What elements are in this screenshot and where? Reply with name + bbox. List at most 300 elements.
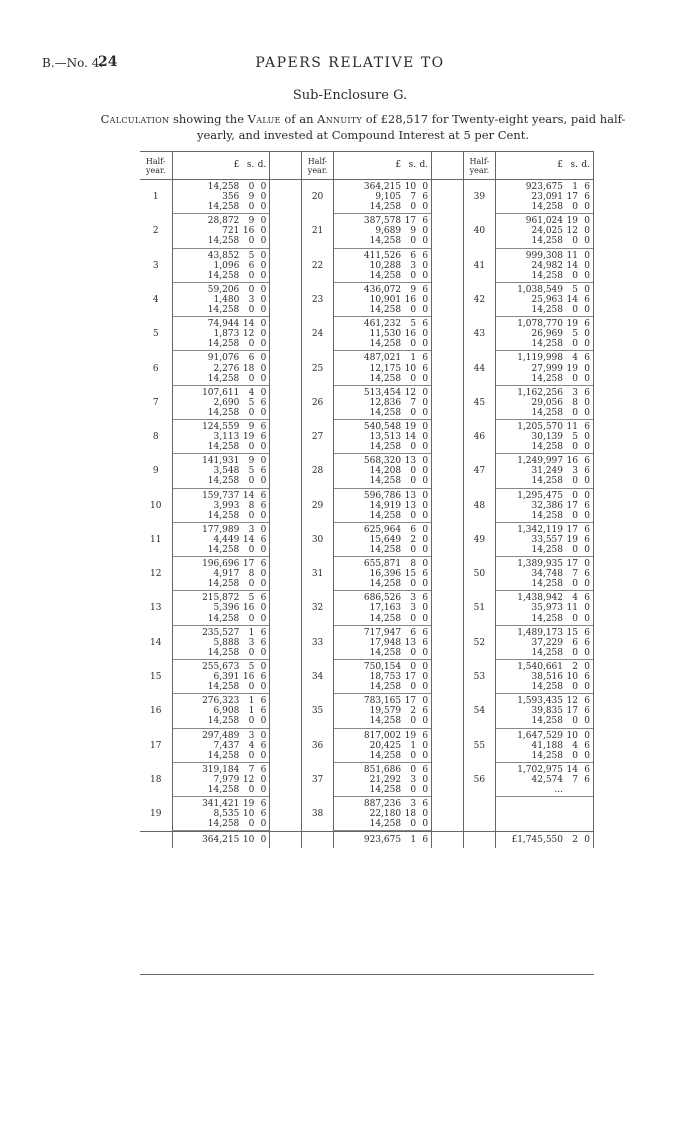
amount-line	[496, 442, 593, 452]
amount-line	[334, 799, 431, 809]
amount-line	[173, 364, 270, 374]
shillings-value: 4	[572, 353, 578, 364]
amount-cell	[172, 180, 270, 215]
amount-line	[334, 819, 431, 829]
pounds-value: 14,258	[369, 819, 402, 830]
pence-value: 6	[584, 456, 590, 467]
amount-line	[334, 775, 431, 785]
pounds-value: 14,258	[531, 202, 563, 213]
half-year-header	[301, 152, 334, 180]
total-pounds: 364,215	[202, 835, 240, 846]
amount-line	[334, 398, 431, 408]
shillings-value: 13	[404, 500, 417, 511]
shillings-value: 0	[572, 647, 578, 658]
table-row	[140, 489, 594, 523]
amount-line	[173, 638, 270, 648]
half-year-number: 26	[301, 386, 334, 420]
caption-text-1: showing the	[169, 112, 248, 126]
amount-line	[496, 339, 593, 349]
pence-value: 0	[260, 407, 267, 418]
pounds-value: 14,258	[207, 510, 240, 521]
shillings-value: 9	[410, 284, 417, 295]
amount-line	[334, 809, 431, 819]
pence-value: 0	[584, 716, 590, 727]
pence-value: 0	[584, 305, 590, 316]
pounds-value: 14,258	[369, 339, 402, 350]
shillings-value: 1	[410, 353, 417, 364]
amount-lines	[173, 283, 270, 317]
amount-lines	[334, 489, 431, 523]
half-year-number: 39	[463, 180, 496, 215]
amount-lines	[173, 523, 270, 557]
pounds-value: 34,748	[531, 569, 563, 580]
amount-cell	[172, 557, 270, 591]
shillings-value: 16	[242, 603, 255, 614]
shillings-value: 1	[248, 696, 255, 707]
column-gap	[432, 283, 463, 317]
pence-value: 6	[260, 627, 267, 638]
shillings-value: 0	[572, 545, 578, 555]
table-row	[140, 729, 594, 763]
amount-lines	[173, 214, 270, 248]
pence-value: 0	[260, 182, 267, 192]
pounds-value: 14,258	[369, 647, 402, 658]
amount-line	[496, 706, 593, 716]
pounds-value: 14,258	[207, 784, 240, 795]
shillings-value: 0	[248, 647, 255, 658]
column-gap	[270, 557, 301, 591]
shillings-value: 8	[248, 569, 255, 580]
amount-cell	[496, 180, 594, 215]
pounds-value: 14,258	[369, 236, 402, 247]
amount-line	[496, 226, 593, 236]
pounds-value: 596,786	[363, 490, 402, 501]
shillings-value: 17	[566, 559, 578, 570]
amount-lines	[496, 214, 593, 248]
pence-value: 0	[422, 329, 429, 340]
pounds-value: 319,184	[202, 764, 240, 775]
shillings-value: 15	[404, 569, 417, 580]
amount-line	[173, 295, 270, 305]
column-gap	[270, 317, 301, 351]
pounds-value: 10,901	[369, 294, 402, 305]
shillings-value: 5	[248, 661, 255, 672]
pounds-value: 14,258	[369, 716, 402, 727]
table-row	[140, 180, 594, 215]
pounds-value: 1,249,997	[517, 456, 563, 467]
pence-value	[578, 785, 590, 795]
half-year-number: 7	[152, 397, 159, 408]
pounds-value: 961,024	[525, 216, 563, 227]
pounds-value: 14,258	[531, 373, 563, 384]
pounds-value: 1,038,549	[517, 284, 563, 295]
amount-lines	[334, 626, 431, 660]
shillings-value: 13	[404, 456, 417, 467]
pounds-value: 14,258	[207, 407, 240, 418]
pence-value: 0	[260, 329, 267, 340]
shillings-value: 4	[572, 740, 578, 751]
pounds-value: 1,119,998	[517, 353, 563, 364]
amount-line	[173, 569, 270, 579]
pence-value: 6	[584, 192, 590, 203]
pounds-value: 436,072	[363, 284, 402, 295]
amount-line	[173, 329, 270, 339]
amount-line	[496, 731, 593, 741]
currency-header	[172, 152, 270, 180]
amount-lines	[496, 489, 593, 523]
total-pence: 0	[584, 835, 590, 846]
amount-line	[334, 638, 431, 648]
shillings-value: 5	[572, 284, 578, 295]
pounds-value: 14,258	[369, 270, 402, 281]
half-year-number: 3	[152, 260, 159, 271]
amount-lines	[173, 386, 270, 420]
pounds-value: 215,872	[202, 593, 240, 604]
pounds-value: 721	[222, 226, 240, 237]
pence-value: 0	[584, 226, 590, 237]
amount-line	[173, 422, 270, 432]
pence-value: 6	[584, 466, 590, 477]
amount-cell	[334, 249, 432, 283]
pence-value: 0	[260, 730, 267, 741]
amount-cell	[172, 797, 270, 832]
page-header	[0, 54, 700, 74]
amount-line	[173, 545, 270, 555]
amount-lines	[496, 249, 593, 283]
amount-line	[496, 682, 593, 692]
amount-line	[496, 192, 593, 202]
shillings-value: 0	[410, 716, 417, 727]
amount-line	[334, 202, 431, 212]
shillings-value: 3	[410, 603, 417, 614]
pounds-value: 14,258	[531, 545, 563, 555]
column-gap	[270, 180, 301, 215]
half-year-header	[463, 152, 496, 180]
amount-cell	[172, 591, 270, 625]
shillings-value: 3	[410, 260, 417, 271]
amount-line	[334, 271, 431, 281]
pence-value: 6	[422, 363, 429, 374]
amount-lines	[173, 180, 270, 214]
column-gap	[270, 832, 301, 849]
table-row	[140, 454, 594, 488]
shillings-value: 0	[248, 476, 255, 487]
amount-line	[334, 192, 431, 202]
shillings-value: 0	[248, 613, 255, 624]
shillings-value: 0	[248, 579, 255, 590]
amount-line	[496, 628, 593, 638]
amount-cell	[496, 420, 594, 454]
amount-line	[334, 603, 431, 613]
pounds-value: 14,258	[207, 236, 240, 247]
half-year-label	[140, 157, 172, 175]
pence-value: 0	[260, 456, 267, 467]
pounds-value: 5,888	[213, 637, 240, 648]
pounds-value: 91,076	[207, 353, 240, 364]
shillings-value: 12	[242, 774, 255, 785]
half-year-number: 43	[463, 317, 496, 351]
pence-value: 6	[584, 569, 590, 580]
table-bottom-rule	[140, 974, 594, 975]
pence-value: 0	[422, 559, 429, 570]
shilling-label: s.	[408, 160, 417, 171]
amount-cell	[334, 660, 432, 694]
pence-value: 6	[260, 799, 267, 810]
total-pence: 0	[260, 835, 267, 846]
amount-lines	[173, 351, 270, 385]
amount-cell	[172, 214, 270, 248]
shillings-value: 7	[410, 192, 417, 203]
shillings-value: 17	[566, 500, 578, 511]
amount-line	[496, 251, 593, 261]
amount-cell	[172, 317, 270, 351]
pence-value: 0	[260, 387, 267, 398]
pence-value: 0	[584, 545, 590, 555]
shillings-value: 19	[242, 799, 255, 810]
column-gap	[432, 591, 463, 625]
half-year-number: 53	[463, 660, 496, 694]
table-row	[140, 386, 594, 420]
pence-value: 0	[260, 319, 267, 330]
pounds-value: 3,548	[213, 466, 240, 477]
shillings-value: 0	[572, 270, 578, 281]
half-year-number: 22	[301, 249, 334, 283]
pence-value: 0	[260, 510, 267, 521]
shillings-value: 0	[572, 490, 578, 501]
shilling-label: s.	[246, 160, 255, 171]
pence-value: 0	[422, 545, 429, 555]
pounds-value: 487,021	[363, 353, 402, 364]
pounds-value: 14,258	[531, 510, 563, 521]
shillings-value: 0	[410, 442, 417, 453]
pounds-value: 14,258	[207, 305, 240, 316]
pounds-value: 4,917	[213, 569, 240, 580]
half-year-number: 33	[301, 626, 334, 660]
pence-value: 6	[422, 353, 429, 364]
table-row	[140, 557, 594, 591]
pounds-value: 14,258	[531, 236, 563, 247]
caption-text-3: of £28,517 for Twenty-eight years, paid half-yearly, and invested at Compound Interest at 5 per Cent.	[196, 112, 626, 142]
amount-lines	[496, 420, 593, 454]
amount-line	[334, 511, 431, 521]
amount-line	[496, 476, 593, 486]
pounds-value: 28,872	[207, 216, 240, 227]
pence-value: 0	[584, 603, 590, 614]
document-reference: B.—No. 4.	[42, 56, 104, 70]
shillings-value: 2	[410, 534, 417, 545]
shillings-value: 0	[410, 305, 417, 316]
amount-line	[496, 648, 593, 658]
shillings-value: 3	[410, 774, 417, 785]
half-year-number: 25	[301, 351, 334, 385]
amount-cell	[172, 283, 270, 317]
amount-line	[496, 295, 593, 305]
amount-lines	[496, 283, 593, 317]
amount-line	[173, 491, 270, 501]
pounds-value: 297,489	[202, 730, 240, 741]
amount-line	[173, 353, 270, 363]
pence-value: 0	[260, 216, 267, 227]
shillings-value: 17	[566, 524, 578, 535]
pence-value: 6	[260, 809, 267, 820]
total-amount-cell	[172, 832, 270, 849]
shillings-value: 8	[572, 397, 578, 408]
amount-line	[173, 706, 270, 716]
amount-cell	[172, 351, 270, 385]
amount-line	[496, 491, 593, 501]
pence-value: 6	[422, 284, 429, 295]
amount-line	[173, 216, 270, 226]
shillings-value: 0	[410, 819, 417, 830]
amount-line	[496, 525, 593, 535]
half-year-number: 8	[152, 432, 159, 443]
amount-line	[173, 251, 270, 261]
amount-line	[173, 501, 270, 511]
column-gap	[270, 660, 301, 694]
pence-value: 0	[422, 579, 429, 590]
pounds-value: 14,258	[531, 647, 563, 658]
amount-cell	[496, 523, 594, 557]
shillings-value: 0	[572, 305, 578, 316]
pence-value: 0	[584, 476, 590, 487]
amount-line	[173, 579, 270, 589]
pence-value: 0	[422, 387, 429, 398]
amount-line	[173, 696, 270, 706]
half-year-number: 51	[463, 591, 496, 625]
pence-value: 0	[422, 603, 429, 614]
pence-value: 0	[260, 363, 267, 374]
amount-line	[173, 374, 270, 384]
amount-cell	[496, 763, 594, 797]
pounds-value: 32,386	[531, 500, 563, 511]
amount-line	[173, 285, 270, 295]
amount-lines	[334, 214, 431, 248]
amount-line	[173, 388, 270, 398]
pence-value: 0	[422, 740, 429, 751]
shillings-value: 19	[242, 432, 255, 443]
shillings-value: 19	[404, 421, 417, 432]
pence-value: 6	[584, 696, 590, 707]
shillings-value: 4	[248, 387, 255, 398]
amount-line	[334, 466, 431, 476]
pounds-value: 1,342,119	[517, 524, 563, 535]
pounds-value: 540,548	[363, 421, 402, 432]
column-gap	[270, 694, 301, 728]
amount-line	[496, 765, 593, 775]
pounds-value: 14,258	[207, 545, 240, 555]
shillings-value: 0	[248, 339, 255, 350]
amount-line	[334, 628, 431, 638]
amount-lines	[334, 591, 431, 625]
pounds-value: 3,993	[213, 500, 240, 511]
pounds-value: 177,989	[202, 524, 240, 535]
pounds-value: 14,258	[369, 202, 402, 213]
shillings-value: 0	[410, 510, 417, 521]
pence-value: 0	[584, 750, 590, 761]
amount-line	[173, 476, 270, 486]
amount-line	[334, 662, 431, 672]
pounds-value: 851,686	[363, 764, 402, 775]
shillings-value: 6	[248, 353, 255, 364]
pounds-value: 10,288	[369, 260, 402, 271]
pence-label: d.	[419, 160, 429, 171]
half-year-label-line2: year.	[307, 165, 328, 175]
pounds-value: 17,948	[369, 637, 402, 648]
amount-line	[334, 682, 431, 692]
amount-line	[496, 775, 593, 785]
half-year-number: 20	[301, 180, 334, 215]
pence-value: 6	[584, 740, 590, 751]
table-row	[140, 317, 594, 351]
half-year-number: 14	[150, 637, 162, 648]
half-year-number: 28	[301, 454, 334, 488]
pounds-value: 27,999	[531, 363, 563, 374]
amount-line	[173, 466, 270, 476]
pence-value: 0	[260, 774, 267, 785]
pound-symbol: £	[395, 160, 402, 171]
currency-header	[496, 152, 594, 180]
pounds-value: 14,258	[207, 270, 240, 281]
half-year-number: 34	[301, 660, 334, 694]
pounds-value: 7,979	[213, 774, 240, 785]
pence-value: 0	[260, 603, 267, 614]
amount-cell	[172, 763, 270, 797]
shillings-value: 6	[410, 250, 417, 261]
amount-cell	[334, 351, 432, 385]
amount-line	[334, 751, 431, 761]
amount-line	[334, 569, 431, 579]
pence-value: 0	[422, 373, 429, 384]
pounds-value: 4,449	[213, 534, 240, 545]
amount-line	[496, 319, 593, 329]
table-row	[140, 420, 594, 454]
amount-lines	[173, 317, 270, 351]
pounds-value: 387,578	[363, 216, 402, 227]
pence-value: 0	[584, 490, 590, 501]
pence-value: 0	[422, 696, 429, 707]
shillings-value: 2	[572, 661, 578, 672]
pence-value: 0	[260, 260, 267, 271]
pounds-value: 568,320	[363, 456, 402, 467]
amount-cell	[496, 591, 594, 625]
amount-line	[173, 535, 270, 545]
shillings-value: 0	[410, 682, 417, 693]
total-amount	[334, 835, 431, 845]
pence-value: 0	[260, 192, 267, 203]
page-title: PAPERS RELATIVE TO	[255, 55, 445, 71]
half-year-label	[302, 157, 334, 175]
half-year-number: 12	[150, 569, 162, 580]
pence-value: 6	[584, 182, 590, 192]
amount-cell	[172, 249, 270, 283]
pence-value: 0	[584, 432, 590, 443]
half-year-number: 30	[301, 523, 334, 557]
pence-label: d.	[257, 160, 267, 171]
shillings-value: 5	[248, 593, 255, 604]
pounds-value: 356	[222, 192, 240, 203]
pence-value: 0	[584, 442, 590, 453]
half-year-number	[463, 797, 496, 832]
pence-value: 0	[422, 305, 429, 316]
amount-lines	[496, 626, 593, 660]
amount-line	[173, 398, 270, 408]
amount-line	[496, 800, 593, 810]
pence-value: 6	[422, 730, 429, 741]
pounds-value: 276,323	[202, 696, 240, 707]
pence-value: 0	[422, 339, 429, 350]
amount-lines	[496, 694, 593, 728]
shillings-value: 9	[410, 226, 417, 237]
